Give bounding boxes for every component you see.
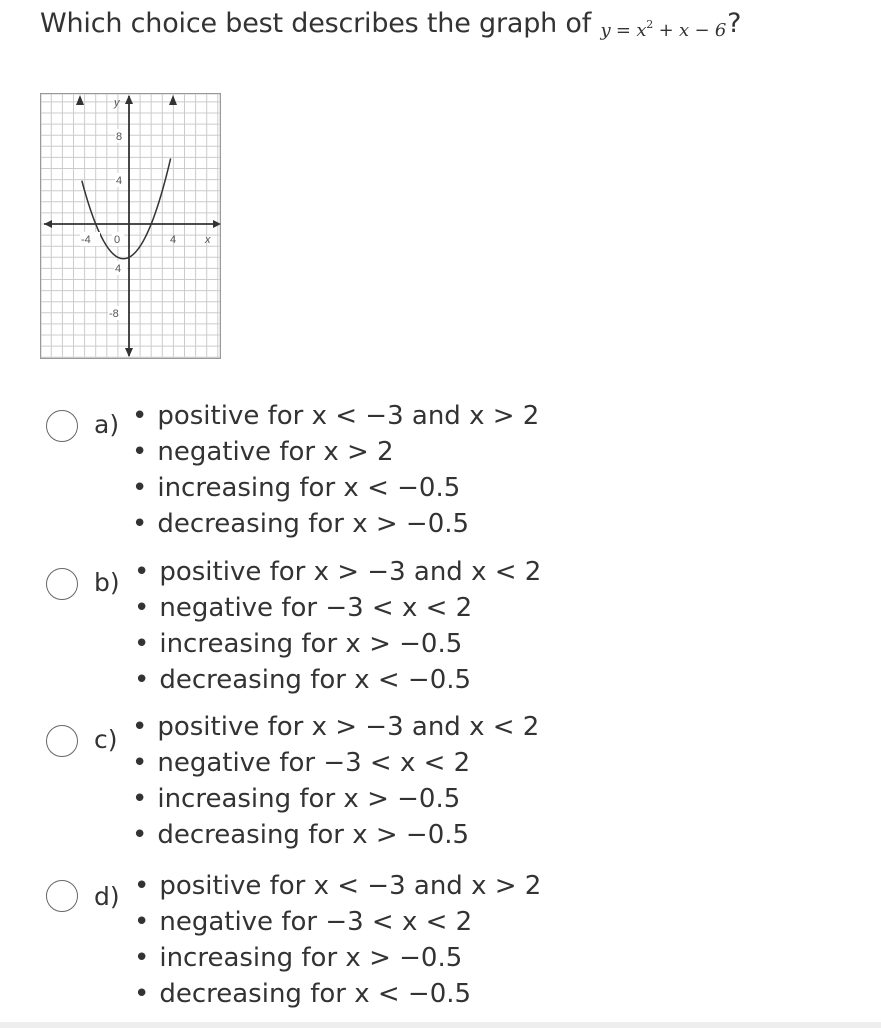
equation-lhs: y = x bbox=[600, 20, 647, 41]
x-axis-label: x bbox=[205, 234, 211, 246]
option-bullet-list bbox=[132, 398, 539, 542]
bullet-item: • negative for −3 < x < 2 bbox=[132, 745, 539, 781]
option-letter: c) bbox=[94, 725, 118, 754]
option-bullet-list bbox=[132, 709, 539, 853]
question-suffix: ? bbox=[727, 8, 742, 39]
option-letter: a) bbox=[94, 410, 120, 439]
y-axis-label: y bbox=[114, 97, 120, 109]
bullet-item: • increasing for x > −0.5 bbox=[134, 626, 541, 662]
radio-button-a[interactable] bbox=[46, 410, 78, 442]
bullet-item: • increasing for x > −0.5 bbox=[132, 781, 539, 817]
equation-rhs: + x − 6 bbox=[653, 20, 727, 41]
question-text bbox=[40, 8, 741, 39]
parabola-graph bbox=[40, 93, 221, 359]
graph-border bbox=[41, 94, 221, 359]
bullet-item: • negative for x > 2 bbox=[132, 434, 539, 470]
tick-label-y-neg4: 4 bbox=[115, 263, 122, 275]
bullet-item: • positive for x > −3 and x < 2 bbox=[132, 709, 539, 745]
bullet-item: • decreasing for x > −0.5 bbox=[132, 817, 539, 853]
tick-label-y-neg8: -8 bbox=[109, 308, 119, 320]
bullet-item: • decreasing for x < −0.5 bbox=[134, 976, 541, 1012]
option-letter: b) bbox=[94, 568, 120, 597]
equation-exponent: 2 bbox=[646, 18, 654, 31]
bullet-item: • negative for −3 < x < 2 bbox=[134, 904, 541, 940]
bottom-divider bbox=[0, 1022, 881, 1028]
bullet-item: • decreasing for x > −0.5 bbox=[132, 506, 539, 542]
bullet-item: • negative for −3 < x < 2 bbox=[134, 590, 541, 626]
option-bullet-list bbox=[134, 554, 541, 698]
option-bullet-list bbox=[134, 868, 541, 1012]
tick-label-y-8: 8 bbox=[116, 131, 123, 143]
option-letter: d) bbox=[94, 882, 120, 911]
tick-label-x-neg4: -4 bbox=[81, 234, 91, 246]
bullet-item: • increasing for x > −0.5 bbox=[134, 940, 541, 976]
bullet-item: • positive for x < −3 and x > 2 bbox=[134, 868, 541, 904]
radio-button-c[interactable] bbox=[46, 725, 78, 757]
bullet-item: • increasing for x < −0.5 bbox=[132, 470, 539, 506]
bullet-item: • positive for x > −3 and x < 2 bbox=[134, 554, 541, 590]
radio-button-b[interactable] bbox=[46, 568, 78, 600]
tick-label-y-4: 4 bbox=[116, 175, 123, 187]
question-prefix: Which choice best describes the graph of bbox=[40, 8, 600, 39]
radio-button-d[interactable] bbox=[46, 880, 78, 912]
tick-label-origin: 0 bbox=[114, 234, 121, 246]
equation bbox=[600, 20, 726, 41]
tick-label-x-4: 4 bbox=[170, 234, 177, 246]
bullet-item: • positive for x < −3 and x > 2 bbox=[132, 398, 539, 434]
bullet-item: • decreasing for x < −0.5 bbox=[134, 662, 541, 698]
